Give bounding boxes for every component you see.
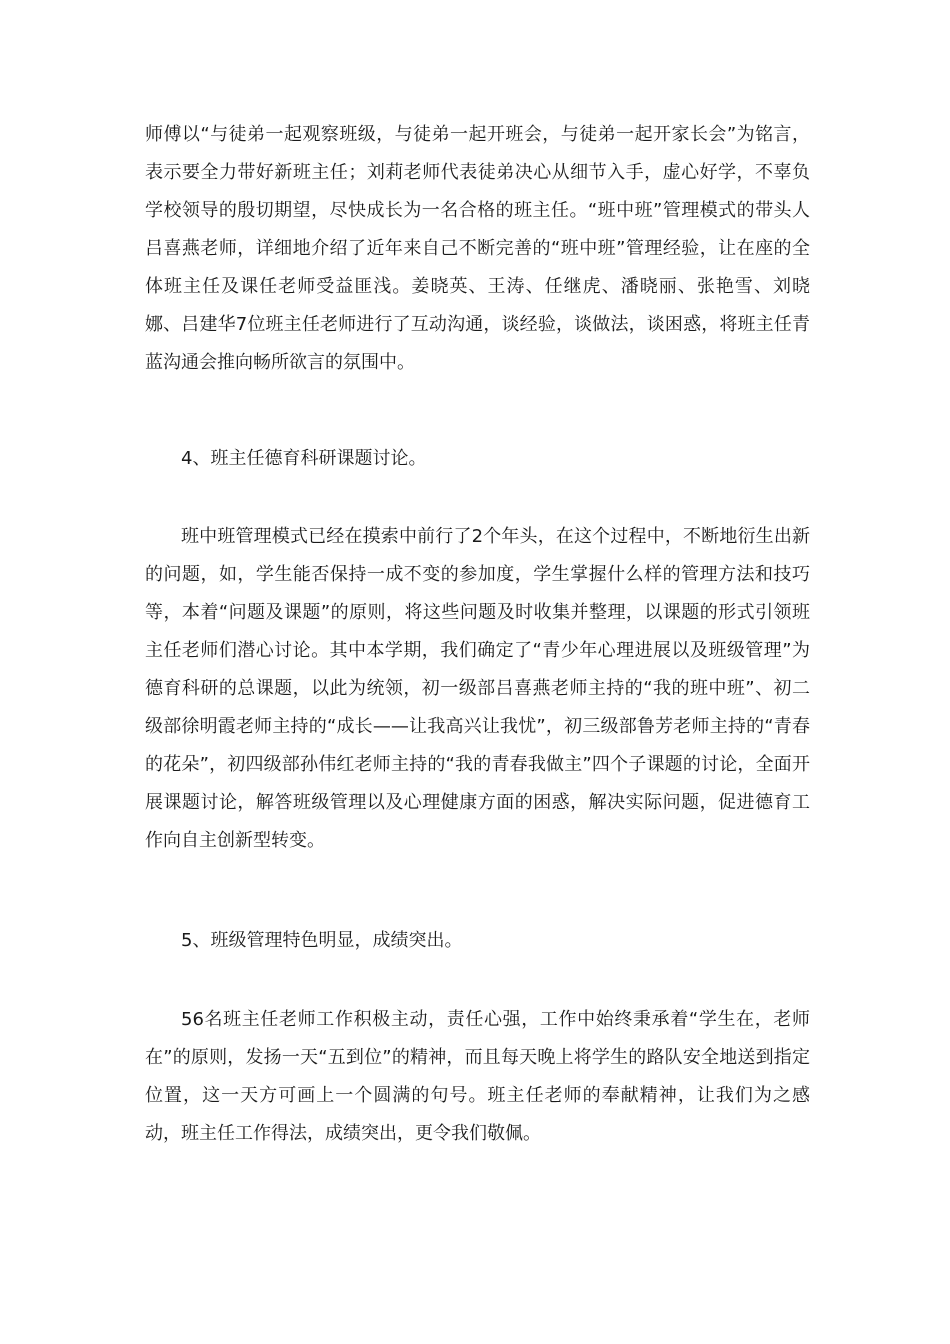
paragraph-research-topic: 班中班管理模式已经在摸索中前行了2个年头，在这个过程中，不断地衍生出新的问题，如，学生能否保持一成不变的参加度，学生掌握什么样的管理方法和技巧等，本着“问题及课题”的原则，将这些问题及时收集并整理，以课题的形式引领班主任老师们潜心讨论。其中本学期，我们确定了“青少年心理进展以及班级管理”为德育科研的总课题，以此为统领，初一级部吕喜燕老师主持的“我的班中班”、初二级部徐明霞老师主持的“成长——让我高兴让我忧”，初三级部鲁芳老师主持的“青春的花朵”，初四级部孙伟红老师主持的“我的青春我做主”四个子课题的讨论，全面开展课题讨论，解答班级管理以及心理健康方面的困惑，解决实际问题，促进德育工作向自主创新型转变。 [145, 526, 810, 851]
heading-class-management: 5、班级管理特色明显，成绩突出。 [181, 930, 463, 951]
paragraph-class-management: 56名班主任老师工作积极主动，责任心强，工作中始终秉承着“学生在，老师在”的原则，发扬一天“五到位”的精神，而且每天晚上将学生的路队安全地送到指定位置，这一天方可画上一个圆满的句号。班主任老师的奉献精神，让我们为之感动，班主任工作得法，成绩突出，更令我们敬佩。 [145, 1009, 810, 1144]
paragraph-mentor-meeting: 师傅以“与徒弟一起观察班级，与徒弟一起开班会，与徒弟一起开家长会”为铭言，表示要全力带好新班主任；刘莉老师代表徒弟决心从细节入手，虚心好学，不辜负学校领导的殷切期望，尽快成长为一名合格的班主任。“班中班”管理模式的带头人吕喜燕老师，详细地介绍了近年来自己不断完善的“班中班”管理经验，让在座的全体班主任及课任老师受益匪浅。姜晓英、王涛、任继虎、潘晓丽、张艳雪、刘晓娜、吕建华7位班主任老师进行了互动沟通，谈经验，谈做法，谈困惑，将班主任青蓝沟通会推向畅所欲言的氛围中。 [145, 124, 810, 373]
heading-research-topic: 4、班主任德育科研课题讨论。 [181, 448, 427, 469]
